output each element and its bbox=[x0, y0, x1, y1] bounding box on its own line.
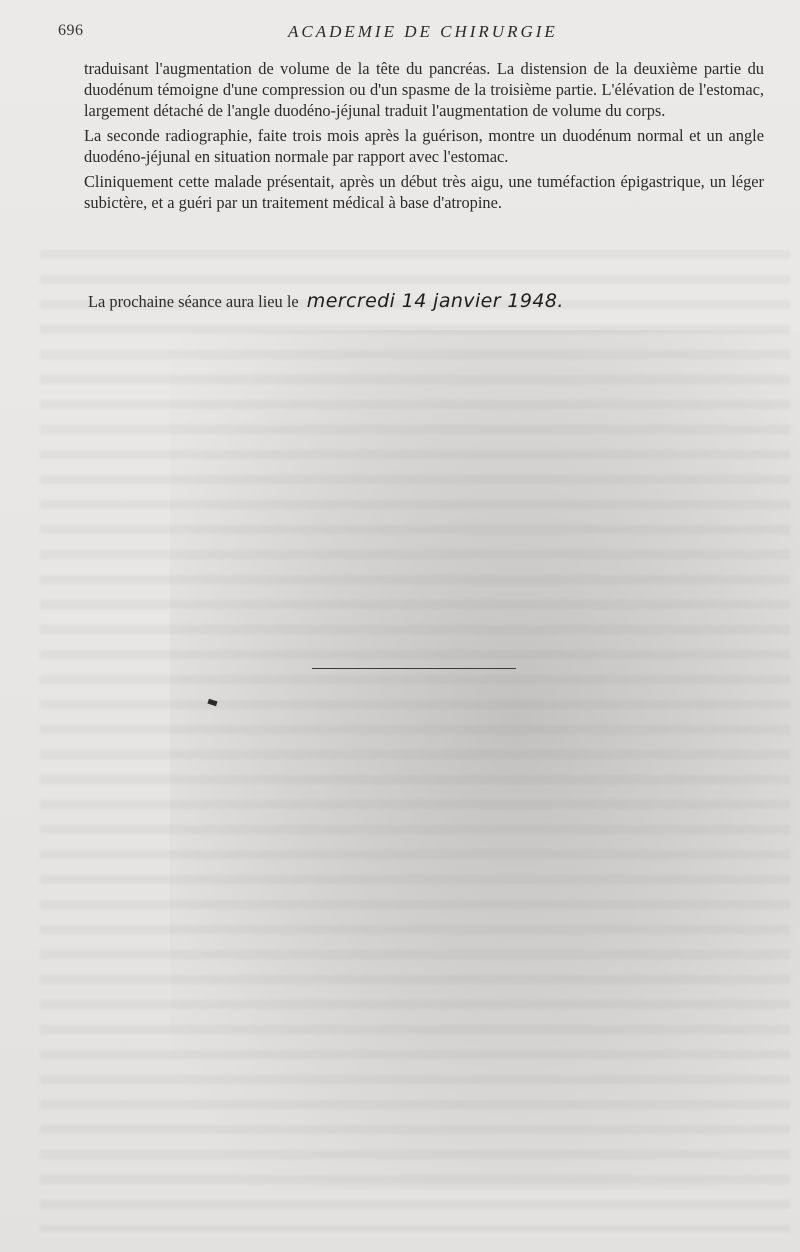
bleed-through-image bbox=[170, 330, 800, 1190]
paragraph: traduisant l'augmentation de volume de la tête du pancréas. La distension de la deuxième partie du duodénum témoigne d'une compression ou d'un spasme de la troisième partie. L'élévation de l'estomac, largement détaché de l'angle duodéno-jéjunal traduit l'augmentation de volume du corps. bbox=[84, 59, 764, 120]
section-divider bbox=[312, 668, 516, 669]
announcement-date: mercredi 14 janvier 1948. bbox=[306, 290, 564, 312]
page-number: 696 bbox=[58, 22, 84, 39]
body-text bbox=[84, 58, 764, 217]
running-title: ACADEMIE DE CHIRURGIE bbox=[288, 22, 558, 41]
announcement-lead: La prochaine séance aura lieu le bbox=[88, 292, 299, 311]
ink-mark bbox=[207, 699, 217, 707]
page-header bbox=[58, 22, 780, 46]
bleed-through-text bbox=[40, 250, 790, 1232]
paragraph: La seconde radiographie, faite trois mois après la guérison, montre un duodénum normal et un angle duodéno-jéjunal en situation normale par rapport avec l'estomac. bbox=[84, 126, 764, 166]
paragraph: Cliniquement cette malade présentait, après un début très aigu, une tuméfaction épigastrique, un léger subictère, et a guéri par un traitement médical à base d'atropine. bbox=[84, 172, 764, 212]
next-session-announcement bbox=[84, 290, 768, 312]
